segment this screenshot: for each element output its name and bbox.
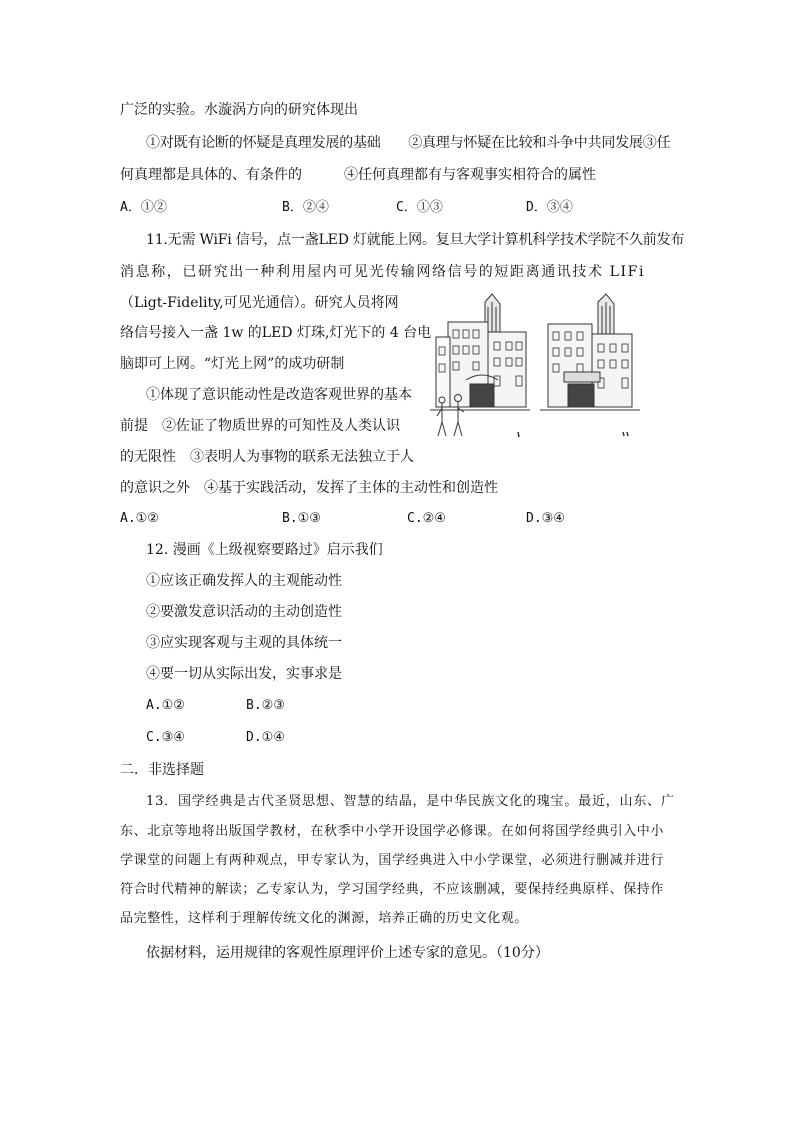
q13-material-line-1: 13．国学经典是古代圣贤思想、智慧的结晶，是中华民族文化的瑰宝。最近，山东、广 — [146, 794, 675, 809]
q10-choice-d: D．③④ — [526, 200, 573, 215]
right-building-scene — [540, 294, 640, 410]
q12-option-2: ②要激发意识活动的主动创造性 — [146, 604, 342, 620]
q10-option-line-2: 何真理都是具体的、有条件的 ④任何真理都有与客观事实相符合的属性 — [120, 167, 596, 183]
q12-option-4: ④要一切从实际出发，实事求是 — [146, 666, 342, 682]
q12-choice-a: A.①② — [146, 698, 185, 713]
q10-choice-a: A．①② — [120, 200, 167, 215]
q13-material-line-5: 品完整性，这样利于理解传统文化的渊源，培养正确的历史文化观。 — [120, 911, 529, 926]
q11-choice-c: C.②④ — [407, 511, 446, 526]
q11-choice-d: D.③④ — [526, 511, 565, 526]
q10-stem-line: 广泛的实验。水漩涡方向的研究体现出 — [120, 102, 358, 118]
q13-material-line-4: 符合时代精神的解读；乙专家认为，学习国学经典，不应该删减，要保持经典原样、保持作 — [120, 882, 665, 897]
q11-stem-line-5: 脑即可上网。“灯光上网”的成功研制 — [120, 356, 345, 372]
q11-option-line-1: ①体现了意识能动性是改造客观世界的基本 — [146, 387, 412, 403]
cartoon-illustration — [430, 292, 645, 442]
q11-stem-line-2: 消息称，已研究出一种利用屋内可见光传输网络信号的短距离通讯技术 LIFi — [120, 264, 646, 280]
q12-stem: 12. 漫画《上级视察要路过》启示我们 — [146, 542, 383, 558]
q10-choice-c: C．①③ — [396, 200, 443, 215]
q12-choice-c: C.③④ — [146, 730, 185, 745]
q10-choice-b: B．②④ — [282, 200, 329, 215]
q11-option-line-3: 的无限性 ③表明人为事物的联系无法独立于人 — [120, 449, 414, 465]
q11-stem-line-3: （Ligt-Fidelity,可见光通信）。研究人员将网 — [120, 295, 399, 311]
q11-choice-b: B.①③ — [282, 511, 321, 526]
q11-stem-line-1: 11.无需 WiFi 信号，点一盏LED 灯就能上网。复旦大学计算机科学技术学院不久前发布 — [146, 232, 685, 248]
q12-option-3: ③应实现客观与主观的具体统一 — [146, 635, 342, 651]
q11-option-line-4: 的意识之外 ④基于实践活动，发挥了主体的主动性和创造性 — [120, 480, 498, 496]
q13-task: 依据材料，运用规律的客观性原理评价上述专家的意见。（10分） — [146, 945, 549, 961]
q13-material-line-2: 东、北京等地将出版国学教材，在秋季中小学开设国学必修课。在如何将国学经典引入中小 — [120, 824, 665, 839]
q12-choice-b: B.②③ — [246, 698, 285, 713]
q11-option-line-2: 前提 ②佐证了物质世界的可知性及人类认识 — [120, 418, 400, 434]
left-building-scene — [430, 294, 530, 436]
q12-choice-d: D.①④ — [246, 730, 285, 745]
q11-choice-a: A.①② — [120, 511, 159, 526]
q10-option-line-1: ①对既有论断的怀疑是真理发展的基础 ②真理与怀疑在比较和斗争中共同发展③任 — [146, 135, 671, 151]
q12-option-1: ①应该正确发挥人的主观能动性 — [146, 573, 342, 589]
q13-material-line-3: 学课堂的问题上有两种观点，甲专家认为，国学经典进入中小学课堂，必须进行删减并进行 — [120, 853, 665, 868]
q11-stem-line-4: 络信号接入一盏 1w 的LED 灯珠,灯光下的 4 台电 — [120, 325, 432, 341]
section-title: 二．非选择题 — [120, 762, 204, 778]
